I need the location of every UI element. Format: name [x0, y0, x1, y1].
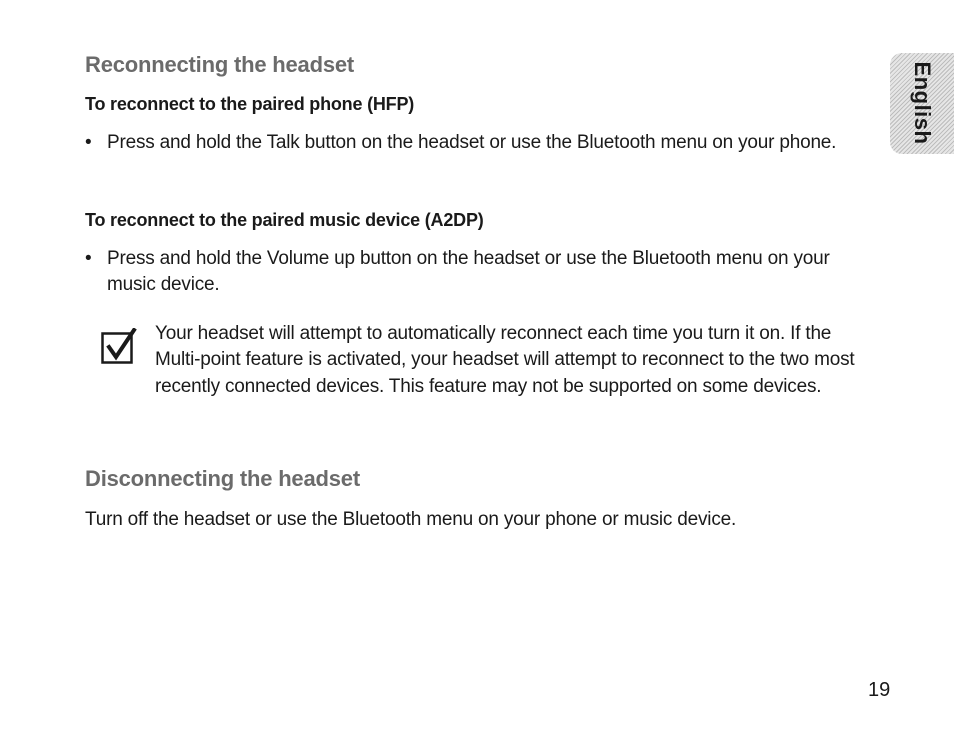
language-label: English — [910, 61, 935, 145]
bullet-text: Press and hold the Volume up button on the headset or use the Bluetooth menu on your music device. — [107, 248, 830, 295]
subheading-a2dp: To reconnect to the paired music device (A2DP) — [85, 210, 484, 230]
note-check-icon — [101, 328, 137, 364]
list-item-a2dp — [85, 246, 875, 298]
page-number: 19 — [868, 679, 891, 701]
heading-reconnecting: Reconnecting the headset — [85, 52, 355, 77]
heading-disconnecting: Disconnecting the headset — [85, 466, 360, 491]
subheading-hfp: To reconnect to the paired phone (HFP) — [85, 94, 415, 114]
note-text: Your headset will attempt to automatically reconnect each time you turn it on. If the Multi-point feature is activated, your headset will attempt to reconnect to the two most recently connected devices. This feature may not be supported on some devices. — [155, 323, 855, 397]
language-tab — [890, 53, 954, 154]
bullet-marker: • — [85, 132, 92, 153]
disconnect-paragraph: Turn off the headset or use the Bluetooth menu on your phone or music device. — [85, 509, 737, 530]
bullet-text: Press and hold the Talk button on the headset or use the Bluetooth menu on your phone. — [107, 132, 837, 153]
bullet-marker: • — [85, 248, 92, 269]
list-item-hfp — [85, 130, 875, 156]
